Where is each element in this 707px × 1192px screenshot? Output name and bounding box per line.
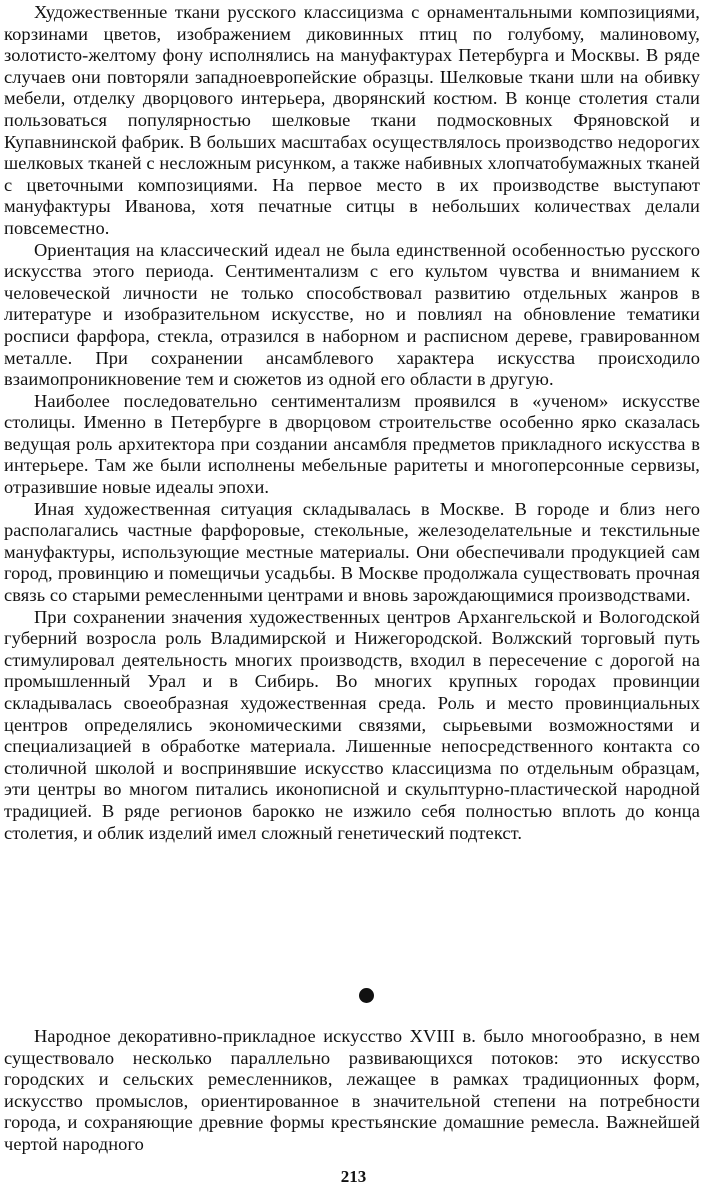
paragraph-sentimentalism: Ориентация на классический идеал не была единственной особенностью русского искусства этого периода. Сентиментализм с его культом чувства и вниманием к человеческой личности не только способствовал развитию отдельных жанров в литературе и изобразительном искусстве, но и повлиял на обновление тематики росписи фарфора, стекла, отразился в наборном и расписном дереве, гравированном металле. При сохранении ансамблевого характера искусства происходило взаимопроникновение тем и сюжетов из одной его области в другую.: [4, 239, 700, 390]
paragraph-petersburg: Наиболее последовательно сентиментализм проявился в «ученом» искусстве столицы. Именно в Петербурге в дворцовом строительстве особенно ярко сказалась ведущая роль архитектора при создании ансамбля предметов прикладного искусства в интерьере. Там же были исполнены мебельные раритеты и многоперсонные сервизы, отразившие новые идеалы эпохи.: [4, 390, 700, 498]
paragraph-folk-art: Народное декоративно-прикладное искусство XVIII в. было многообразно, в нем существовало несколько параллельно развивающихся потоков: это искусство городских и сельских ремесленников, лежащее в рамках традиционных форм, искусство промыслов, ориентированное в значительной степени на потребности города, и сохраняющие древние формы крестьянские домашние ремесла. Важнейшей чертой народного: [4, 1026, 700, 1154]
paragraph-textiles: Художественные ткани русского классицизма с орнаментальными композициями, корзинами цветов, изображением диковинных птиц по голубому, малиновому, золотисто-желтому фону исполнялись на мануфактурах Петербурга и Москвы. В ряде случаев они повторяли западноевропейские образцы. Шелковые ткани шли на обивку мебели, отделку дворцового интерьера, дворянский костюм. В конце столетия стали пользоваться популярностью шелковые ткани подмосковных Фряновской и Купавнинской фабрик. В больших масштабах осуществлялось производство недорогих шелковых тканей с несложным рисунком, а также набивных хлопчатобумажных тканей с цветочными композициями. На первое место в их производстве выступают мануфактуры Иванова, хотя печатные ситцы в небольших количествах делали повсеместно.: [4, 2, 700, 238]
paragraph-moscow: Иная художественная ситуация складывалась в Москве. В городе и близ него располагались частные фарфоровые, стекольные, железоделательные и текстильные мануфактуры, использующие местные материалы. Они обеспечивали продукцией сам город, провинцию и помещичьи усадьбы. В Москве продолжала существовать прочная связь со старыми ремесленными центрами и вновь зарождающимися производствами.: [4, 498, 700, 606]
page-number: 213: [340, 1167, 367, 1186]
paragraph-provinces: При сохранении значения художественных центров Архангельской и Вологодской губерний возросла роль Владимирской и Нижегородской. Волжский торговый путь стимулировал деятельность многих производств, входил в пересечение с дорогой на промышленный Урал и в Сибирь. Во многих крупных городах провинции складывалась своеобразная художественная среда. Роль и место провинциальных центров определялись экономическими связями, сырьевыми возможностями и специализацией в обработке материала. Лишенные непосредственного контакта со столичной школой и воспринявшие искусство классицизма по отдельным образцам, эти центры во многом питались иконописной и скульптурно-пластической народной традицией. В ряде регионов барокко не изжило себя полностью вплоть до конца столетия, и облик изделий имел сложный генетический подтекст.: [4, 606, 700, 843]
folk-art-section: [4, 1026, 700, 1156]
main-text-section: [4, 2, 700, 844]
section-divider-bullet-icon: [359, 988, 374, 1003]
